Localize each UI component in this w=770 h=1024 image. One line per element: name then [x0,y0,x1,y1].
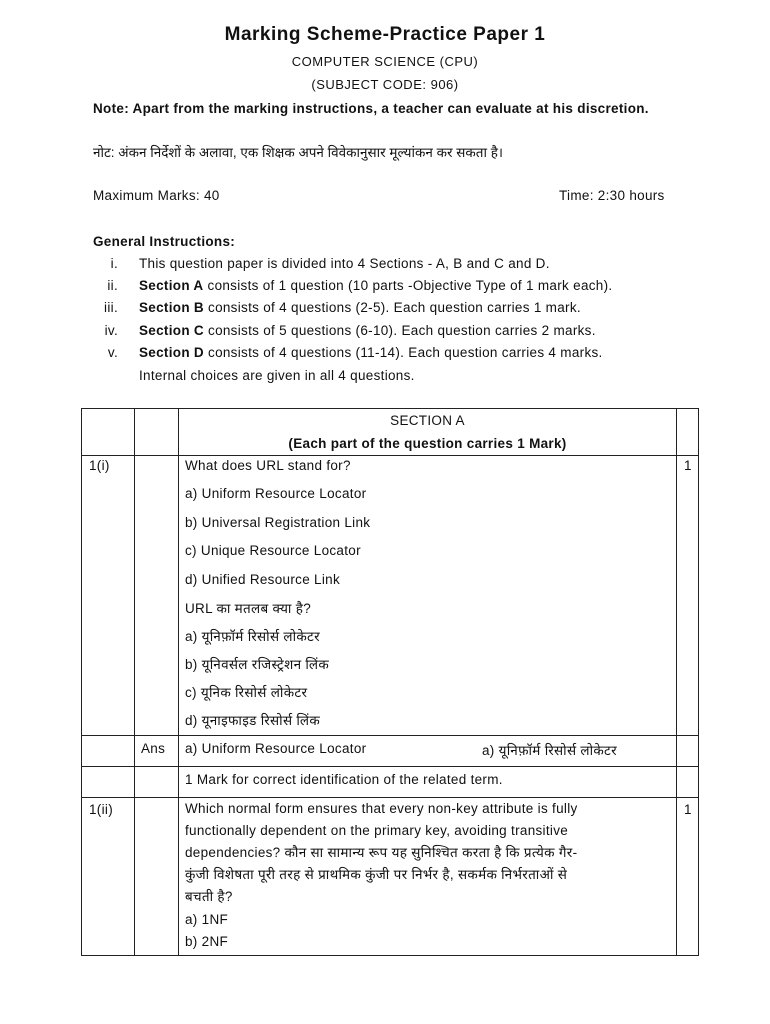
note-hindi: नोट: अंकन निर्देशों के अलावा, एक शिक्षक अपने विवेकानुसार मूल्यांकन कर सकता है। [93,145,503,160]
table-divider [81,766,699,767]
answer-label: Ans [141,741,166,756]
instruction-text [139,323,596,338]
table-border [81,408,699,409]
instruction-item [0,368,770,390]
note-english: Note: Apart from the marking instructions, a teacher can evaluate at his discretion. [93,101,649,116]
table-border [81,955,699,956]
general-instructions-heading: General Instructions: [93,234,236,249]
instruction-section-label: Section A [139,278,204,293]
instruction-detail: consists of 4 questions (11-14). Each question carries 4 marks. [203,345,603,360]
option-b-hindi: b) यूनिवर्सल रजिस्ट्रेशन लिंक [185,657,330,672]
question-number: 1(ii) [89,802,113,817]
table-border [698,408,699,956]
table-divider [81,455,699,456]
section-subtitle: (Each part of the question carries 1 Mark) [288,436,567,451]
question-text-hindi: URL का मतलब क्या है? [185,601,312,616]
instruction-number: i. [110,256,118,271]
instruction-item [0,278,770,300]
instruction-text: This question paper is divided into 4 Sections - A, B and C and D. [139,256,550,271]
question-line: dependencies? कौन सा सामान्य रूप यह सुनिश्चित करता है कि प्रत्येक गैर- [185,845,578,860]
instruction-text [139,278,612,293]
instruction-number: iv. [104,323,118,338]
instruction-item [0,300,770,322]
instruction-item [0,256,770,278]
table-divider [81,735,699,736]
marking-table [81,408,699,956]
option-c-hindi: c) यूनिक रिसोर्स लोकेटर [185,685,308,700]
question-line: functionally dependent on the primary key, avoiding transitive [185,823,569,838]
document-title: Marking Scheme-Practice Paper 1 [224,24,546,45]
table-divider [134,408,135,956]
instruction-number: iii. [104,300,118,315]
marking-criteria: 1 Mark for correct identification of the related term. [185,772,503,787]
instruction-item [0,323,770,345]
option-d: d) Unified Resource Link [185,572,341,587]
instruction-text: Internal choices are given in all 4 questions. [139,368,415,383]
question-number: 1(i) [89,458,110,473]
instruction-text [139,300,581,315]
question-marks: 1 [684,458,692,473]
instruction-section-label: Section D [139,345,204,360]
subject-name: COMPUTER SCIENCE (CPU) [291,54,479,69]
instruction-section-label: Section C [139,323,204,338]
section-title: SECTION A [390,413,465,428]
instruction-item [0,345,770,367]
table-divider [178,408,179,956]
subject-code: (SUBJECT CODE: 906) [311,77,459,92]
answer-text: a) Uniform Resource Locator [185,741,367,756]
time-allowed: Time: 2:30 hours [559,188,665,203]
question-line: कुंजी विशेषता पूरी तरह से प्राथमिक कुंजी पर निर्भर है, सकर्मक निर्भरताओं से [185,867,568,882]
option-b: b) 2NF [185,934,229,949]
table-border [81,408,82,956]
question-line: बचती है? [185,889,233,904]
table-divider [676,408,677,956]
question-line: Which normal form ensures that every non-key attribute is fully [185,801,578,816]
instruction-text [139,345,603,360]
instruction-number: v. [107,345,118,360]
option-d-hindi: d) यूनाइफाइड रिसोर्स लिंक [185,713,321,728]
instruction-detail: consists of 5 questions (6-10). Each question carries 2 marks. [203,323,596,338]
maximum-marks: Maximum Marks: 40 [93,188,220,203]
instruction-number: ii. [107,278,118,293]
question-text: What does URL stand for? [185,458,351,473]
option-c: c) Unique Resource Locator [185,543,361,558]
option-a-hindi: a) यूनिफ़ॉर्म रिसोर्स लोकेटर [185,629,320,644]
answer-text-hindi: a) यूनिफ़ॉर्म रिसोर्स लोकेटर [482,743,617,758]
option-a: a) 1NF [185,912,229,927]
instruction-detail: consists of 4 questions (2-5). Each question carries 1 mark. [203,300,581,315]
option-a: a) Uniform Resource Locator [185,486,367,501]
question-marks: 1 [684,802,692,817]
instruction-detail: consists of 1 question (10 parts -Objective Type of 1 mark each). [203,278,613,293]
option-b: b) Universal Registration Link [185,515,371,530]
instruction-section-label: Section B [139,300,204,315]
